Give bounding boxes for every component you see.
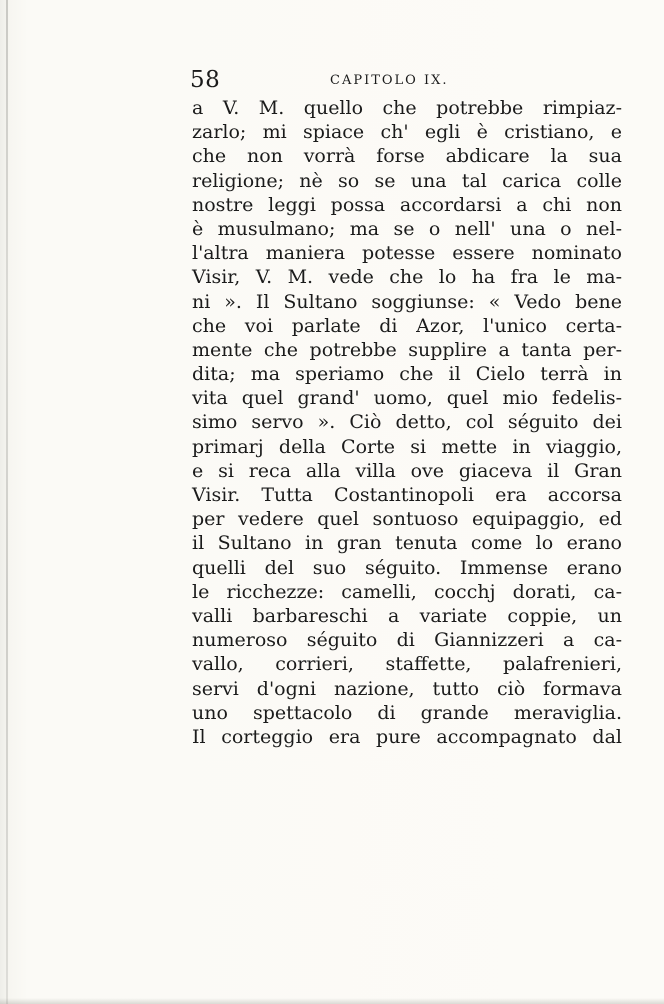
body-text [192,96,622,749]
page-bottom-edge [0,998,664,1004]
text-line: zarlo; mi spiace ch' egli è cristiano, e [192,121,622,144]
text-line: Visir, V. M. vede che lo ha fra le ma- [192,266,622,289]
page-header [190,66,620,100]
text-line: e si reca alla villa ove giaceva il Gran [192,459,622,482]
text-line: il Sultano in gran tenuta come lo erano [192,532,622,555]
running-head: CAPITOLO IX. [330,73,449,88]
text-line: le ricchezze: camelli, cocchj dorati, ca- [192,580,622,603]
text-line: che non vorrà forse abdicare la sua [192,145,622,168]
text-line: quelli del suo séguito. Immense erano [192,556,622,579]
page-number: 58 [190,67,221,93]
text-line: vita quel grand' uomo, quel mio fedelis- [192,387,622,410]
text-line: è musulmano; ma se o nell' una o nel- [192,217,622,240]
text-line: numeroso séguito di Giannizzeri a ca- [192,629,622,652]
text-line: mente che potrebbe supplire a tanta per- [192,338,622,361]
text-line: primarj della Corte si mette in viaggio, [192,435,622,458]
text-line: valli barbareschi a variate coppie, un [192,604,622,627]
text-line: l'altra maniera potesse essere nominato [192,242,622,265]
text-line: che voi parlate di Azor, l'unico certa- [192,314,622,337]
text-line: uno spettacolo di grande meraviglia. [192,701,622,724]
text-line: servi d'ogni nazione, tutto ciò formava [192,677,622,700]
text-line: simo servo ». Ciò detto, col séguito dei [192,411,622,434]
text-line: Il corteggio era pure accompagnato dal [192,725,622,748]
text-line: per vedere quel sontuoso equipaggio, ed [192,508,622,531]
text-line: a V. M. quello che potrebbe rimpiaz- [192,97,622,119]
text-line: nostre leggi possa accordarsi a chi non [192,193,622,216]
text-line: dita; ma speriamo che il Cielo terrà in [192,363,622,386]
text-line: religione; nè so se una tal carica colle [192,169,622,192]
binding-gutter-shadow [6,0,8,1004]
text-line: vallo, corrieri, staffette, palafrenieri, [192,653,622,676]
text-line: ni ». Il Sultano soggiunse: « Vedo bene [192,290,622,313]
text-line: Visir. Tutta Costantinopoli era accorsa [192,484,622,506]
